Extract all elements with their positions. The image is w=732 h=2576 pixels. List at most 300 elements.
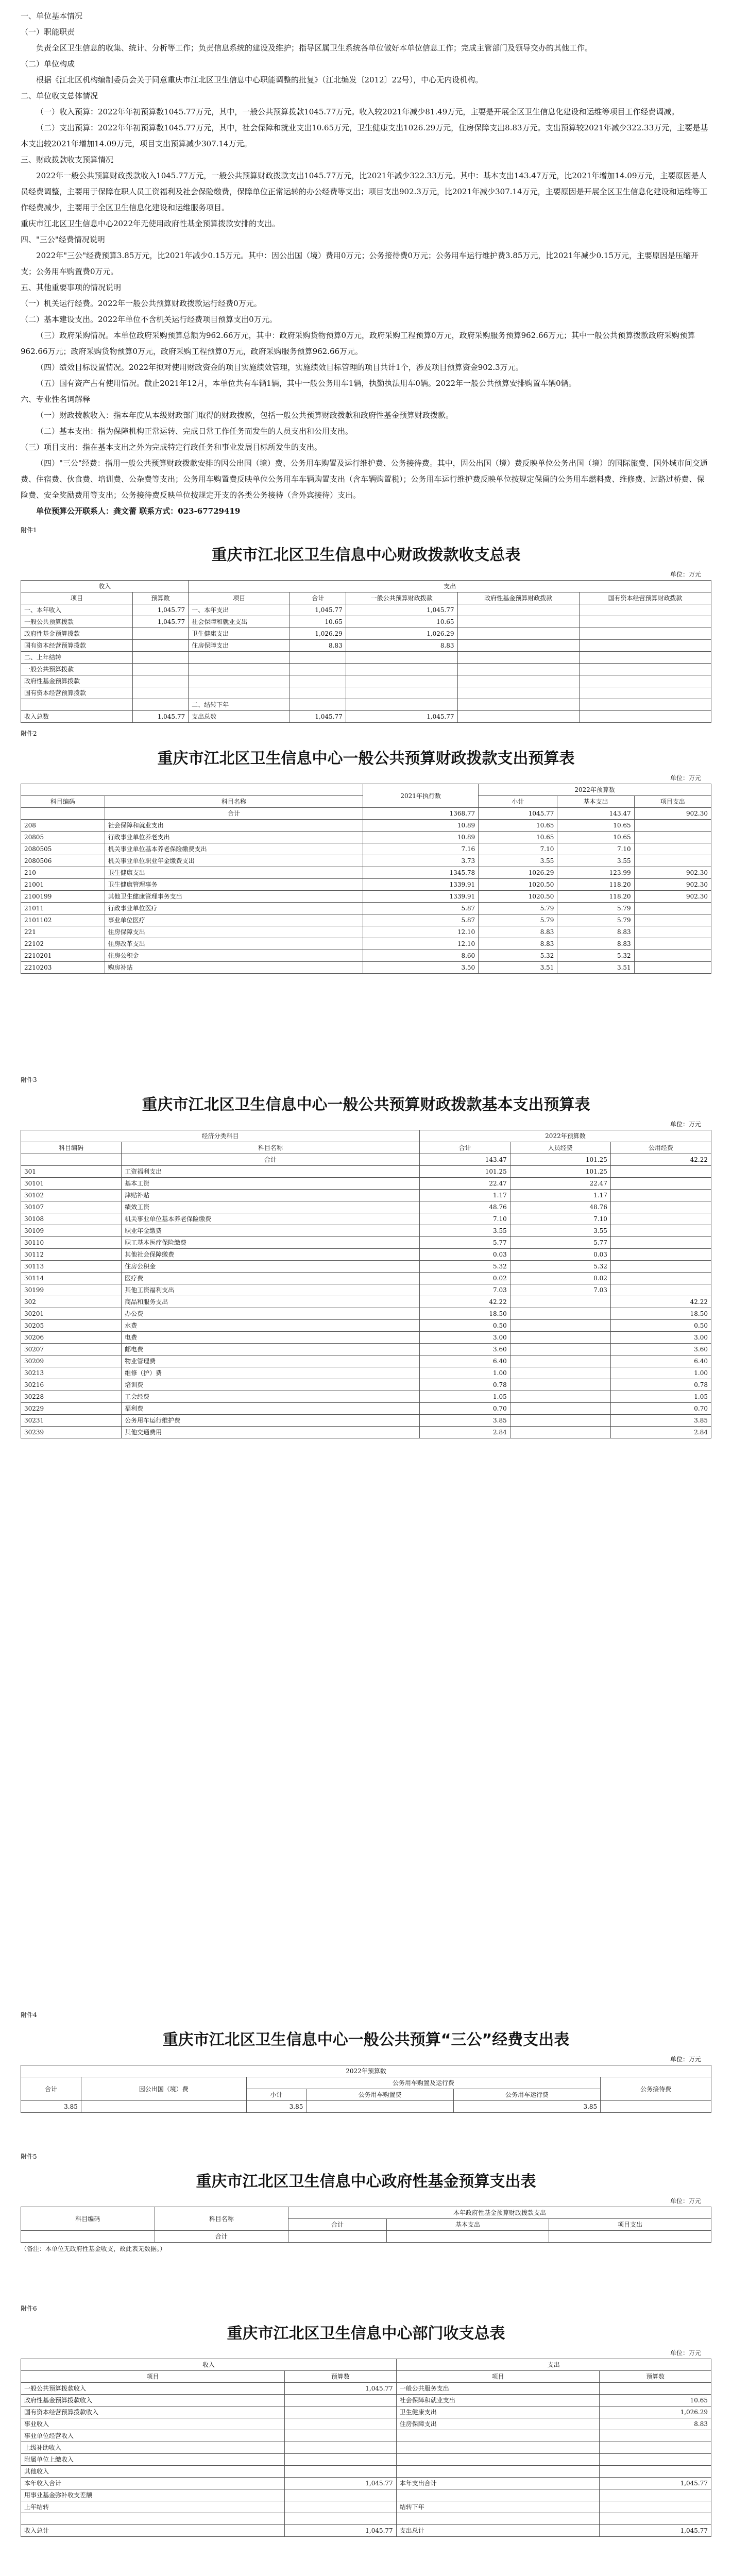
table-cell: 基本工资 bbox=[122, 1178, 420, 1190]
table-cell bbox=[285, 2395, 397, 2406]
col-header: 公务用车购置费 bbox=[307, 2089, 453, 2101]
table-cell bbox=[346, 675, 457, 687]
intro-paragraph: （一）收入预算：2022年年初预算数1045.77万元，其中，一般公共预算拨款1045.77万元。收入较2021年减少81.49万元，主要是开展全区卫生信息化建设和运维等项目工作经费调减。 bbox=[36, 107, 679, 116]
table-cell: 8.83 bbox=[557, 938, 634, 950]
table-cell: 一般公共预算拨款 bbox=[21, 664, 133, 675]
table-row bbox=[21, 938, 711, 950]
table-cell: 30231 bbox=[21, 1415, 122, 1427]
table-row bbox=[21, 2513, 711, 2525]
table-cell bbox=[288, 2231, 387, 2243]
table-cell bbox=[510, 1379, 610, 1391]
table-cell bbox=[290, 664, 346, 675]
intro-paragraph: （五）国有资产占有使用情况。截止2021年12月，本单位共有车辆1辆，其中一般公务用车1辆，执勤执法用车0辆。2022年一般公共预算安排购置车辆0辆。 bbox=[36, 379, 576, 388]
table-row bbox=[21, 1166, 711, 1178]
intro-text bbox=[0, 0, 732, 519]
col-header: 公务用车运行费 bbox=[453, 2089, 600, 2101]
col-header: 因公出国（境）费 bbox=[81, 2077, 246, 2101]
table-cell: 2080506 bbox=[21, 855, 105, 867]
table-cell bbox=[285, 2501, 397, 2513]
table-cell: 301 bbox=[21, 1166, 122, 1178]
table-cell: 1.17 bbox=[419, 1190, 510, 1201]
table-cell: 维修（护）费 bbox=[122, 1367, 420, 1379]
table-row bbox=[21, 2478, 711, 2489]
table-cell bbox=[132, 699, 188, 711]
table-cell: 12.10 bbox=[363, 938, 479, 950]
table-cell: 22.47 bbox=[419, 1178, 510, 1190]
table-cell: 1.00 bbox=[610, 1367, 711, 1379]
table-cell bbox=[610, 1261, 711, 1273]
table-cell bbox=[634, 938, 711, 950]
table-cell bbox=[396, 2454, 600, 2466]
basic-expense-table bbox=[21, 1130, 711, 1438]
table-cell: 3.00 bbox=[610, 1332, 711, 1344]
table-cell: 5.79 bbox=[479, 903, 557, 914]
table-cell bbox=[510, 1344, 610, 1355]
table-cell: 上年结转 bbox=[21, 2501, 285, 2513]
table-row bbox=[21, 950, 711, 962]
table-cell: 1,026.29 bbox=[290, 628, 346, 640]
table-row bbox=[21, 628, 711, 640]
table-cell: 0.03 bbox=[510, 1249, 610, 1261]
table-cell: 3.00 bbox=[419, 1332, 510, 1344]
col-header: 小计 bbox=[246, 2089, 307, 2101]
table-cell: 22.47 bbox=[510, 1178, 610, 1190]
table-cell bbox=[600, 2466, 711, 2478]
table-row bbox=[21, 1284, 711, 1296]
table-row bbox=[21, 1332, 711, 1344]
col-header: 科目名称 bbox=[105, 796, 363, 808]
col-header: 项目支出 bbox=[549, 2219, 711, 2231]
table-row bbox=[21, 820, 711, 832]
table-cell: 职业年金缴费 bbox=[122, 1225, 420, 1237]
table-row bbox=[21, 2501, 711, 2513]
table-cell bbox=[285, 2489, 397, 2501]
table-cell: 7.03 bbox=[510, 1284, 610, 1296]
table-cell bbox=[132, 628, 188, 640]
table-cell: 收入总计 bbox=[21, 2525, 285, 2537]
col-header: 收入 bbox=[21, 581, 189, 592]
table-row bbox=[21, 1379, 711, 1391]
table-cell bbox=[285, 2466, 397, 2478]
table-cell: 住房公积金 bbox=[105, 950, 363, 962]
table-cell bbox=[346, 687, 457, 699]
table-cell: 公务用车运行维护费 bbox=[122, 1415, 420, 1427]
table-cell: 合计 bbox=[105, 808, 363, 820]
table-row bbox=[21, 1249, 711, 1261]
intro-paragraph: （一）财政拨款收入：指本年度从本级财政部门取得的财政拨款，包括一般公共预算财政拨款和政府性基金预算财政拨款。 bbox=[36, 411, 454, 420]
table-cell: 5.77 bbox=[419, 1237, 510, 1249]
table-cell bbox=[610, 1225, 711, 1237]
intro-paragraph: （二）支出预算：2022年年初预算数1045.77万元，其中，社会保障和就业支出10.65万元，卫生健康支出1026.29万元，住房保障支出8.83万元。支出预算较2021年减少322.33万元，主要是基本支出较2021年增加14.09万元，项目支出预算减少307.14万元。 bbox=[21, 123, 708, 148]
table-cell: 1368.77 bbox=[363, 808, 479, 820]
table-cell: 8.83 bbox=[479, 938, 557, 950]
table-cell: 30205 bbox=[21, 1320, 122, 1332]
table-cell: 绩效工资 bbox=[122, 1201, 420, 1213]
table-cell: 3.60 bbox=[610, 1344, 711, 1355]
table-row bbox=[21, 699, 711, 711]
table-cell bbox=[285, 2513, 397, 2525]
table-cell: 1,045.77 bbox=[285, 2383, 397, 2395]
table-cell: 30114 bbox=[21, 1273, 122, 1284]
table-row bbox=[21, 1355, 711, 1367]
table-cell bbox=[579, 699, 711, 711]
table-cell: 购房补贴 bbox=[105, 962, 363, 974]
table-cell: 社会保障和就业支出 bbox=[396, 2395, 600, 2406]
table-cell: 办公费 bbox=[122, 1308, 420, 1320]
table-cell: 住房保障支出 bbox=[396, 2418, 600, 2430]
table-cell: 0.02 bbox=[419, 1273, 510, 1284]
table-cell: 商品和服务支出 bbox=[122, 1296, 420, 1308]
attachment-label: 附件4 bbox=[21, 2011, 37, 2019]
intro-paragraph: （一）职能职责 bbox=[21, 27, 75, 37]
table-cell: 30213 bbox=[21, 1367, 122, 1379]
table-cell: 208 bbox=[21, 820, 105, 832]
table-cell bbox=[610, 1213, 711, 1225]
table-cell bbox=[600, 2489, 711, 2501]
table-cell: 210 bbox=[21, 867, 105, 879]
table-cell: 一般公共服务支出 bbox=[396, 2383, 600, 2395]
table-cell bbox=[457, 675, 579, 687]
table-cell: 一、本年支出 bbox=[189, 604, 290, 616]
table-cell bbox=[510, 1296, 610, 1308]
table-cell bbox=[510, 1391, 610, 1403]
table-cell: 上级补助收入 bbox=[21, 2442, 285, 2454]
attachment-label: 附件3 bbox=[21, 1076, 37, 1083]
table-row bbox=[21, 2525, 711, 2537]
table-cell: 国有资本经营预算拨款收入 bbox=[21, 2406, 285, 2418]
table-row bbox=[21, 1190, 711, 1201]
table-cell: 机关事业单位基本养老保险缴费支出 bbox=[105, 843, 363, 855]
col-header: 公务用车购置及运行费 bbox=[246, 2077, 601, 2089]
col-header: 国有资本经营预算财政拨款 bbox=[579, 592, 711, 604]
table-cell: 302 bbox=[21, 1296, 122, 1308]
table-cell bbox=[610, 1284, 711, 1296]
table-row bbox=[21, 1261, 711, 1273]
table-cell: 101.25 bbox=[510, 1154, 610, 1166]
table-cell: 3.85 bbox=[21, 2101, 81, 2113]
table-row bbox=[21, 1391, 711, 1403]
table-cell bbox=[634, 962, 711, 974]
table-cell: 902.30 bbox=[634, 879, 711, 891]
table-cell: 支出总计 bbox=[396, 2525, 600, 2537]
col-header bbox=[21, 784, 363, 796]
table-row bbox=[21, 867, 711, 879]
table-cell bbox=[549, 2231, 711, 2243]
table-cell bbox=[290, 699, 346, 711]
table-cell: 本年收入合计 bbox=[21, 2478, 285, 2489]
table-cell: 22102 bbox=[21, 938, 105, 950]
table-cell: 福利费 bbox=[122, 1403, 420, 1415]
table-title: 重庆市江北区卫生信息中心政府性基金预算支出表 bbox=[196, 2173, 536, 2191]
table-cell: 政府性基金预算拨款 bbox=[21, 675, 133, 687]
table-cell: 5.77 bbox=[510, 1237, 610, 1249]
attachment-label: 附件2 bbox=[21, 730, 37, 737]
col-header: 项目支出 bbox=[634, 796, 711, 808]
table-cell: 培训费 bbox=[122, 1379, 420, 1391]
table-cell: 3.85 bbox=[246, 2101, 307, 2113]
table-cell: 行政事业单位养老支出 bbox=[105, 832, 363, 843]
table-cell: 5.79 bbox=[479, 914, 557, 926]
table-cell: 0.50 bbox=[419, 1320, 510, 1332]
table-cell bbox=[132, 675, 188, 687]
table-cell: 21001 bbox=[21, 879, 105, 891]
unit-label: 单位：万元 bbox=[670, 2056, 701, 2063]
table-cell: 30109 bbox=[21, 1225, 122, 1237]
col-header: 经济分类科目 bbox=[21, 1130, 420, 1142]
table-row bbox=[21, 2430, 711, 2442]
table-cell: 2210203 bbox=[21, 962, 105, 974]
col-header: 科目名称 bbox=[155, 2207, 288, 2231]
unit-label: 单位：万元 bbox=[670, 571, 701, 578]
table-cell: 30207 bbox=[21, 1344, 122, 1355]
table-cell: 附属单位上缴收入 bbox=[21, 2454, 285, 2466]
table-cell: 3.55 bbox=[557, 855, 634, 867]
table-cell bbox=[21, 2231, 155, 2243]
table-cell: 合计 bbox=[122, 1154, 420, 1166]
table-cell bbox=[634, 950, 711, 962]
table-cell: 其他卫生健康管理事务支出 bbox=[105, 891, 363, 903]
table-cell: 30102 bbox=[21, 1190, 122, 1201]
table-cell: 3.55 bbox=[419, 1225, 510, 1237]
table-cell: 7.10 bbox=[510, 1213, 610, 1225]
table-row bbox=[21, 2454, 711, 2466]
table-cell: 118.20 bbox=[557, 879, 634, 891]
unit-label: 单位：万元 bbox=[670, 774, 701, 782]
table-cell bbox=[457, 640, 579, 652]
table-cell: 卫生健康支出 bbox=[396, 2406, 600, 2418]
table-cell: 5.32 bbox=[557, 950, 634, 962]
col-header: 公用经费 bbox=[610, 1142, 711, 1154]
table-row bbox=[21, 604, 711, 616]
attachment-label: 附件5 bbox=[21, 2153, 37, 2160]
table-cell bbox=[132, 687, 188, 699]
col-header: 公务接待费 bbox=[601, 2077, 711, 2101]
unit-label: 单位：万元 bbox=[670, 2349, 701, 2357]
table-cell: 事业单位医疗 bbox=[105, 914, 363, 926]
table-row bbox=[21, 2406, 711, 2418]
table-cell: 住房改革支出 bbox=[105, 938, 363, 950]
table-cell: 30101 bbox=[21, 1178, 122, 1190]
table-cell bbox=[387, 2231, 549, 2243]
contact-info: 单位预算公开联系人：龚文蕾 联系方式：023-67729419 bbox=[36, 506, 241, 516]
table-cell: 10.89 bbox=[363, 832, 479, 843]
table-row bbox=[21, 1320, 711, 1332]
table-cell: 5.79 bbox=[557, 903, 634, 914]
table-cell: 10.65 bbox=[346, 616, 457, 628]
table-cell bbox=[579, 664, 711, 675]
three-public-expense-table bbox=[21, 2065, 711, 2113]
table-cell: 事业收入 bbox=[21, 2418, 285, 2430]
table-cell: 社会保障和就业支出 bbox=[105, 820, 363, 832]
table-cell: 5.32 bbox=[479, 950, 557, 962]
table-cell: 3.85 bbox=[419, 1415, 510, 1427]
table-row bbox=[21, 1237, 711, 1249]
unit-label: 单位：万元 bbox=[670, 1121, 701, 1128]
table-cell: 其他收入 bbox=[21, 2466, 285, 2478]
table-cell: 2101102 bbox=[21, 914, 105, 926]
table-cell: 12.10 bbox=[363, 926, 479, 938]
table-cell: 5.32 bbox=[419, 1261, 510, 1273]
table-cell: 902.30 bbox=[634, 808, 711, 820]
table-cell: 902.30 bbox=[634, 891, 711, 903]
table-cell bbox=[600, 2513, 711, 2525]
col-header: 一般公共预算财政拨款 bbox=[346, 592, 457, 604]
table-cell: 18.50 bbox=[610, 1308, 711, 1320]
intro-paragraph: （四）绩效目标设置情况。2022年拟对使用财政资金的项目实施绩效管理，实施绩效目标管理的项目共计1个，涉及项目预算资金902.3万元。 bbox=[36, 363, 523, 372]
table-cell: 其他交通费用 bbox=[122, 1427, 420, 1438]
table-cell: 1.05 bbox=[610, 1391, 711, 1403]
col-header: 支出 bbox=[189, 581, 711, 592]
table-cell bbox=[396, 2466, 600, 2478]
table-cell: 1339.91 bbox=[363, 879, 479, 891]
table-row bbox=[21, 2466, 711, 2478]
table-cell: 3.85 bbox=[453, 2101, 600, 2113]
table-cell: 18.50 bbox=[419, 1308, 510, 1320]
table-cell: 1,026.29 bbox=[600, 2406, 711, 2418]
table-row bbox=[21, 879, 711, 891]
intro-paragraph: 六、专业性名词解释 bbox=[21, 395, 91, 404]
table-cell: 0.02 bbox=[510, 1273, 610, 1284]
col-header: 政府性基金预算财政拨款 bbox=[457, 592, 579, 604]
table-cell bbox=[457, 604, 579, 616]
table-cell: 1.05 bbox=[419, 1391, 510, 1403]
table-cell bbox=[610, 1201, 711, 1213]
table-cell bbox=[189, 652, 290, 664]
table-cell: 行政事业单位医疗 bbox=[105, 903, 363, 914]
table-cell: 住房保障支出 bbox=[105, 926, 363, 938]
table-note: （备注：本单位无政府性基金收支，故此表无数据。） bbox=[21, 2245, 166, 2252]
table3-section bbox=[0, 1069, 732, 1438]
intro-paragraph: （一）机关运行经费。2022年一般公共预算财政拨款运行经费0万元。 bbox=[21, 299, 262, 308]
table-cell: 30209 bbox=[21, 1355, 122, 1367]
table-cell bbox=[457, 699, 579, 711]
table-cell: 30206 bbox=[21, 1332, 122, 1344]
table-cell: 0.78 bbox=[419, 1379, 510, 1391]
table-cell: 21011 bbox=[21, 903, 105, 914]
table-cell: 30108 bbox=[21, 1213, 122, 1225]
col-header: 预算数 bbox=[285, 2371, 397, 2383]
intro-paragraph: （三）政府采购情况。本单位政府采购预算总额为962.66万元，其中：政府采购货物预算0万元，政府采购工程预算0万元，政府采购服务预算962.66万元；其中一般公共预算拨款政府采购预算962.66万元；政府采购货物预算0万元，政府采购工程预算0万元，政府采购服务预算962.66万元。 bbox=[21, 331, 695, 356]
table-cell: 0.50 bbox=[610, 1320, 711, 1332]
table-cell: 1,045.77 bbox=[600, 2478, 711, 2489]
table-row bbox=[21, 1178, 711, 1190]
col-header: 基本支出 bbox=[387, 2219, 549, 2231]
table-cell: 5.79 bbox=[557, 914, 634, 926]
table-cell: 社会保障和就业支出 bbox=[189, 616, 290, 628]
table-row bbox=[21, 1201, 711, 1213]
table-row bbox=[21, 640, 711, 652]
table-cell: 48.76 bbox=[419, 1201, 510, 1213]
intro-paragraph: 根据《江北区机构编制委员会关于同意重庆市江北区卫生信息中心职能调整的批复》（江北编发〔2012〕22号），中心无内设机构。 bbox=[36, 75, 483, 84]
table-cell bbox=[610, 1237, 711, 1249]
table-row bbox=[21, 843, 711, 855]
table-cell: 用事业基金弥补收支差额 bbox=[21, 2489, 285, 2501]
table-cell: 8.83 bbox=[479, 926, 557, 938]
table-cell: 1,045.77 bbox=[600, 2525, 711, 2537]
table-row bbox=[21, 1427, 711, 1438]
table-cell: 30112 bbox=[21, 1249, 122, 1261]
intro-paragraph: 二、单位收支总体情况 bbox=[21, 91, 98, 100]
table-cell: 2080505 bbox=[21, 843, 105, 855]
table-cell: 48.76 bbox=[510, 1201, 610, 1213]
table-cell: 水费 bbox=[122, 1320, 420, 1332]
table-cell bbox=[189, 664, 290, 675]
table-cell bbox=[285, 2406, 397, 2418]
table-cell: 5.32 bbox=[510, 1261, 610, 1273]
table-cell: 1,045.77 bbox=[290, 604, 346, 616]
table-row bbox=[21, 652, 711, 664]
table-cell: 3.73 bbox=[363, 855, 479, 867]
table-cell: 1,045.77 bbox=[346, 604, 457, 616]
table-cell bbox=[81, 2101, 246, 2113]
table-cell: 5.87 bbox=[363, 914, 479, 926]
table-cell: 住房公积金 bbox=[122, 1261, 420, 1273]
table-row bbox=[21, 1308, 711, 1320]
table2-section bbox=[0, 723, 732, 974]
table-cell bbox=[396, 2430, 600, 2442]
table5-section bbox=[0, 2146, 732, 2255]
table-cell bbox=[579, 628, 711, 640]
table-cell bbox=[132, 664, 188, 675]
table-cell: 机关事业单位职业年金缴费支出 bbox=[105, 855, 363, 867]
intro-paragraph: 四、"三公"经费情况说明 bbox=[21, 235, 105, 244]
table-cell: 二、上年结转 bbox=[21, 652, 133, 664]
table-cell: 2.84 bbox=[419, 1427, 510, 1438]
table-cell: 7.10 bbox=[419, 1213, 510, 1225]
table-cell: 30228 bbox=[21, 1391, 122, 1403]
table-cell: 1,045.77 bbox=[132, 616, 188, 628]
table-cell bbox=[457, 687, 579, 699]
table-cell: 2.84 bbox=[610, 1427, 711, 1438]
col-header: 合计 bbox=[290, 592, 346, 604]
table-cell: 3.51 bbox=[479, 962, 557, 974]
table-cell: 143.47 bbox=[419, 1154, 510, 1166]
col-header: 预算数 bbox=[600, 2371, 711, 2383]
table-cell: 政府性基金预算拨款 bbox=[21, 628, 133, 640]
table-cell: 10.65 bbox=[600, 2395, 711, 2406]
table-cell bbox=[457, 628, 579, 640]
table-cell: 3.55 bbox=[510, 1225, 610, 1237]
table-cell bbox=[510, 1367, 610, 1379]
table-cell: 101.25 bbox=[419, 1166, 510, 1178]
table-cell: 其他工资福利支出 bbox=[122, 1284, 420, 1296]
table-cell: 其他社会保障缴费 bbox=[122, 1249, 420, 1261]
table-cell: 医疗费 bbox=[122, 1273, 420, 1284]
table-cell bbox=[510, 1415, 610, 1427]
table-cell: 1,045.77 bbox=[132, 711, 188, 723]
table-cell: 10.65 bbox=[557, 832, 634, 843]
table-row bbox=[21, 1213, 711, 1225]
table-cell bbox=[457, 664, 579, 675]
col-header: 预算数 bbox=[132, 592, 188, 604]
intro-paragraph: 2022年一般公共预算财政拨款收入1045.77万元，一般公共预算财政拨款支出1045.77万元，比2021年减少322.33万元。其中：基本支出143.47万元，比2021年增加14.09万元，主要原因是人员经费调整，主要用于保障在职人员工资福利及社会保险缴费，保障单位正常运转的办公经费等支出；项目支出902.3万元，比2021年减少307.14万元，主要原因是开展全区卫生信息化建设和运维等工作经费减少，主要用于全区卫生信息化建设和运维服务项目。 bbox=[21, 171, 708, 212]
table-row bbox=[21, 711, 711, 723]
table-cell: 机关事业单位基本养老保险缴费 bbox=[122, 1213, 420, 1225]
table-cell bbox=[634, 914, 711, 926]
table-cell bbox=[290, 675, 346, 687]
table-row bbox=[21, 832, 711, 843]
table-cell: 7.16 bbox=[363, 843, 479, 855]
table-cell: 1,045.77 bbox=[290, 711, 346, 723]
table-cell: 3.55 bbox=[479, 855, 557, 867]
table-cell bbox=[510, 1308, 610, 1320]
table-cell bbox=[610, 1166, 711, 1178]
table-cell: 物业管理费 bbox=[122, 1355, 420, 1367]
table-cell: 支出总数 bbox=[189, 711, 290, 723]
table-cell: 8.83 bbox=[557, 926, 634, 938]
table-cell: 一、本年收入 bbox=[21, 604, 133, 616]
table-cell bbox=[510, 1403, 610, 1415]
